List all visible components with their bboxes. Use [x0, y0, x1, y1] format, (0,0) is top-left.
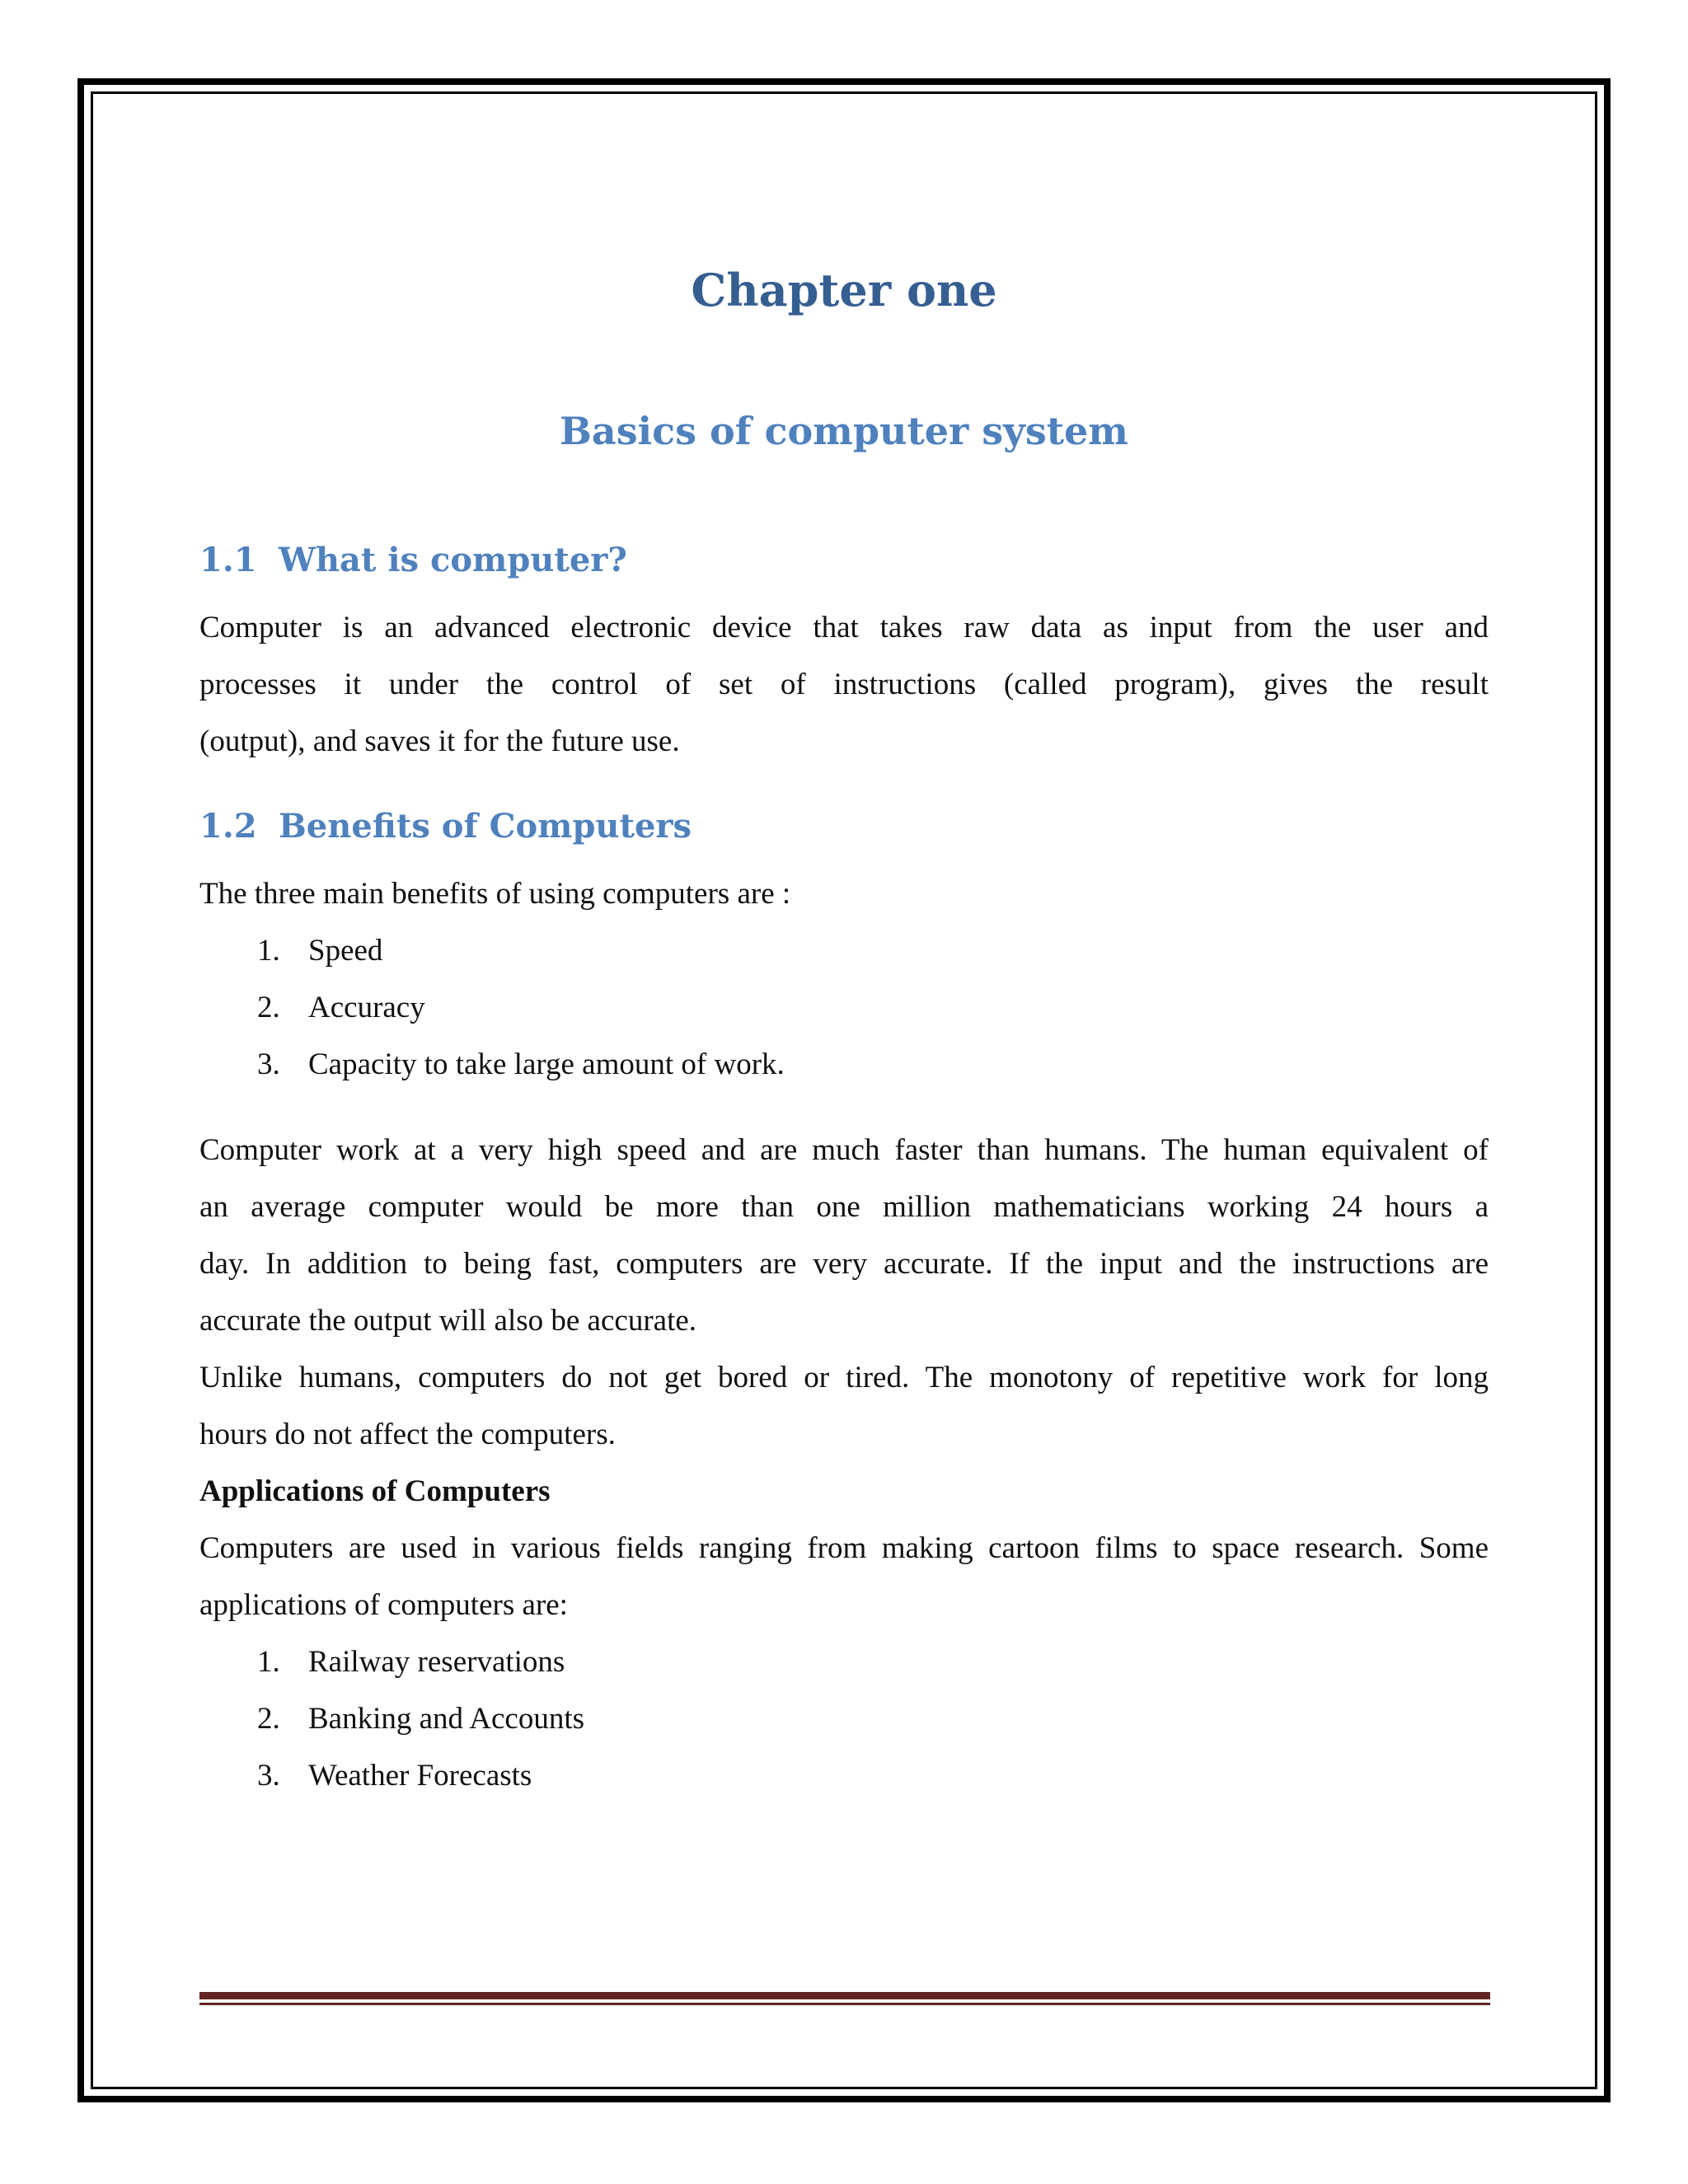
list-item: [257, 1036, 785, 1093]
list-number: 3.: [257, 1047, 280, 1081]
paragraph-line: Computers are used in various fields ranging from making cartoon films to space research. Some: [199, 1531, 1489, 1565]
applications-paragraph: [199, 1520, 1489, 1633]
list-text: Railway reservations: [308, 1645, 565, 1679]
applications-heading: Applications of Computers: [199, 1474, 551, 1508]
applications-list: [257, 1633, 584, 1804]
list-item: [257, 1690, 584, 1747]
benefits-paragraph-1: [199, 1122, 1489, 1349]
list-text: Banking and Accounts: [308, 1702, 585, 1736]
chapter-subtitle: Basics of computer system: [560, 409, 1128, 453]
paragraph-line: Computer is an advanced electronic device that takes raw data as input from the user and: [199, 611, 1489, 644]
paragraph-line: processes it under the control of set of instructions (called program), gives the result: [199, 668, 1489, 701]
paragraph-line: Unlike humans, computers do not get bored or tired. The monotony of repetitive work for long: [199, 1361, 1489, 1394]
paragraph-line: (output), and saves it for the future use.: [199, 724, 680, 758]
list-item: [257, 1633, 584, 1690]
section-heading-1-1: [199, 541, 627, 579]
section-heading-1-2: [199, 807, 692, 846]
paragraph-line: The three main benefits of using computers are :: [199, 877, 791, 911]
footer-rule-thick: [199, 1992, 1490, 1999]
list-text: Speed: [308, 934, 383, 968]
list-text: Weather Forecasts: [308, 1759, 532, 1793]
list-text: Accuracy: [308, 991, 425, 1024]
list-number: 1.: [257, 934, 280, 968]
paragraph-line: day. In addition to being fast, computers are very accurate. If the input and the instructions are: [199, 1247, 1489, 1281]
section-title: What is computer?: [279, 541, 627, 579]
benefits-paragraph-2: [199, 1349, 1489, 1463]
list-item: [257, 1747, 584, 1804]
list-text: Capacity to take large amount of work.: [308, 1047, 785, 1081]
footer-rule-thin: [199, 2003, 1490, 2005]
list-number: 3.: [257, 1759, 280, 1793]
paragraph-line: accurate the output will also be accurate.: [199, 1304, 697, 1338]
section-title: Benefits of Computers: [279, 807, 692, 846]
benefits-intro: [199, 865, 1489, 922]
section-number: 1.1: [199, 541, 257, 579]
paragraph-line: Computer work at a very high speed and are much faster than humans. The human equivalent of: [199, 1133, 1489, 1167]
list-item: [257, 922, 785, 979]
list-number: 2.: [257, 1702, 280, 1736]
list-number: 1.: [257, 1645, 280, 1679]
paragraph-line: applications of computers are:: [199, 1588, 568, 1622]
list-item: [257, 979, 785, 1036]
list-number: 2.: [257, 991, 280, 1024]
paragraph-line: an average computer would be more than one million mathematicians working 24 hours a: [199, 1190, 1489, 1224]
section-number: 1.2: [199, 807, 257, 846]
section-1-1-paragraph: [199, 599, 1489, 770]
paragraph-line: hours do not affect the computers.: [199, 1418, 616, 1451]
benefits-list: [257, 922, 785, 1093]
chapter-title: Chapter one: [691, 264, 997, 316]
